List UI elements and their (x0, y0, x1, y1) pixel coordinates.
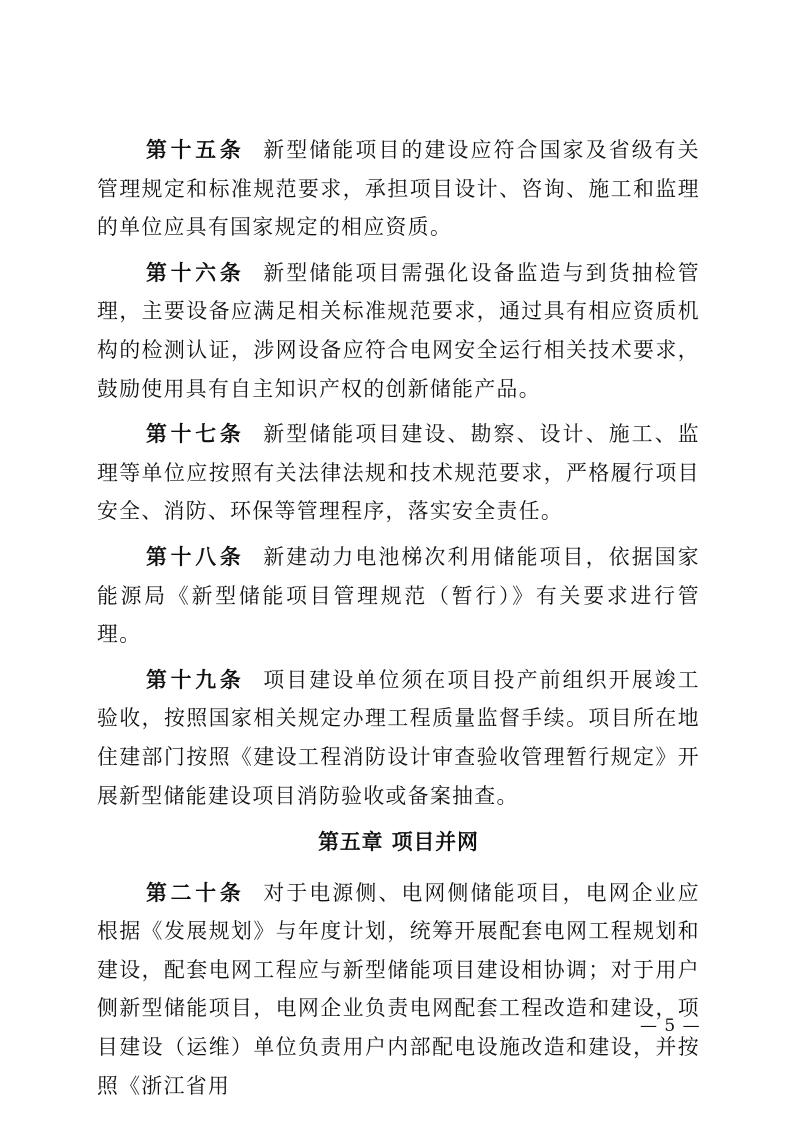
article-16 (97, 254, 700, 408)
article-text: 对于电源侧、电网侧储能项目，电网企业应根据《发展规划》与年度计划，统筹开展配套电网工程规划和建设，配套电网工程应与新型储能项目建设相协调；对于用户侧新型储能项目，电网企业负责电网配套工程改造和建设，项目建设（运维）单位负责用户内部配电设施改造和建设，并按照《浙江省用 (97, 880, 701, 1098)
article-number: 第二十条 (146, 880, 245, 905)
article-20 (97, 874, 700, 1106)
article-number: 第十七条 (146, 422, 245, 447)
article-number: 第十六条 (146, 260, 245, 285)
document-body (97, 131, 700, 1112)
article-number: 第十八条 (146, 544, 245, 569)
article-17 (97, 415, 700, 531)
article-text: 新型储能项目需强化设备监造与到货抽检管理，主要设备应满足相关标准规范要求，通过具有相应资质机构的检测认证，涉网设备应符合电网安全运行相关技术要求，鼓励使用具有自主知识产权的创新储能产品。 (97, 260, 701, 401)
article-19 (97, 661, 700, 815)
article-text: 新型储能项目建设、勘察、设计、施工、监理等单位应按照有关法律法规和技术规范要求，严格履行项目安全、消防、环保等管理程序，落实安全责任。 (97, 422, 701, 524)
article-number: 第十九条 (146, 667, 245, 692)
chapter-heading: 第五章 项目并网 (318, 830, 479, 855)
article-18 (97, 538, 700, 654)
page-number: — 5 — (640, 1016, 701, 1036)
article-text: 项目建设单位须在项目投产前组织开展竣工验收，按照国家相关规定办理工程质量监督手续。项目所在地住建部门按照《建设工程消防设计审查验收管理暂行规定》开展新型储能建设项目消防验收或备案抽查。 (97, 667, 701, 808)
article-number: 第十五条 (146, 138, 245, 162)
article-text: 新建动力电池梯次利用储能项目，依据国家能源局《新型储能项目管理规范（暂行）》有关要求进行管理。 (97, 544, 701, 647)
article-text: 新型储能项目的建设应符合国家及省级有关管理规定和标准规范要求，承担项目设计、咨询、施工和监理的单位应具有国家规定的相应资质。 (97, 138, 701, 240)
article-15 (97, 131, 700, 247)
